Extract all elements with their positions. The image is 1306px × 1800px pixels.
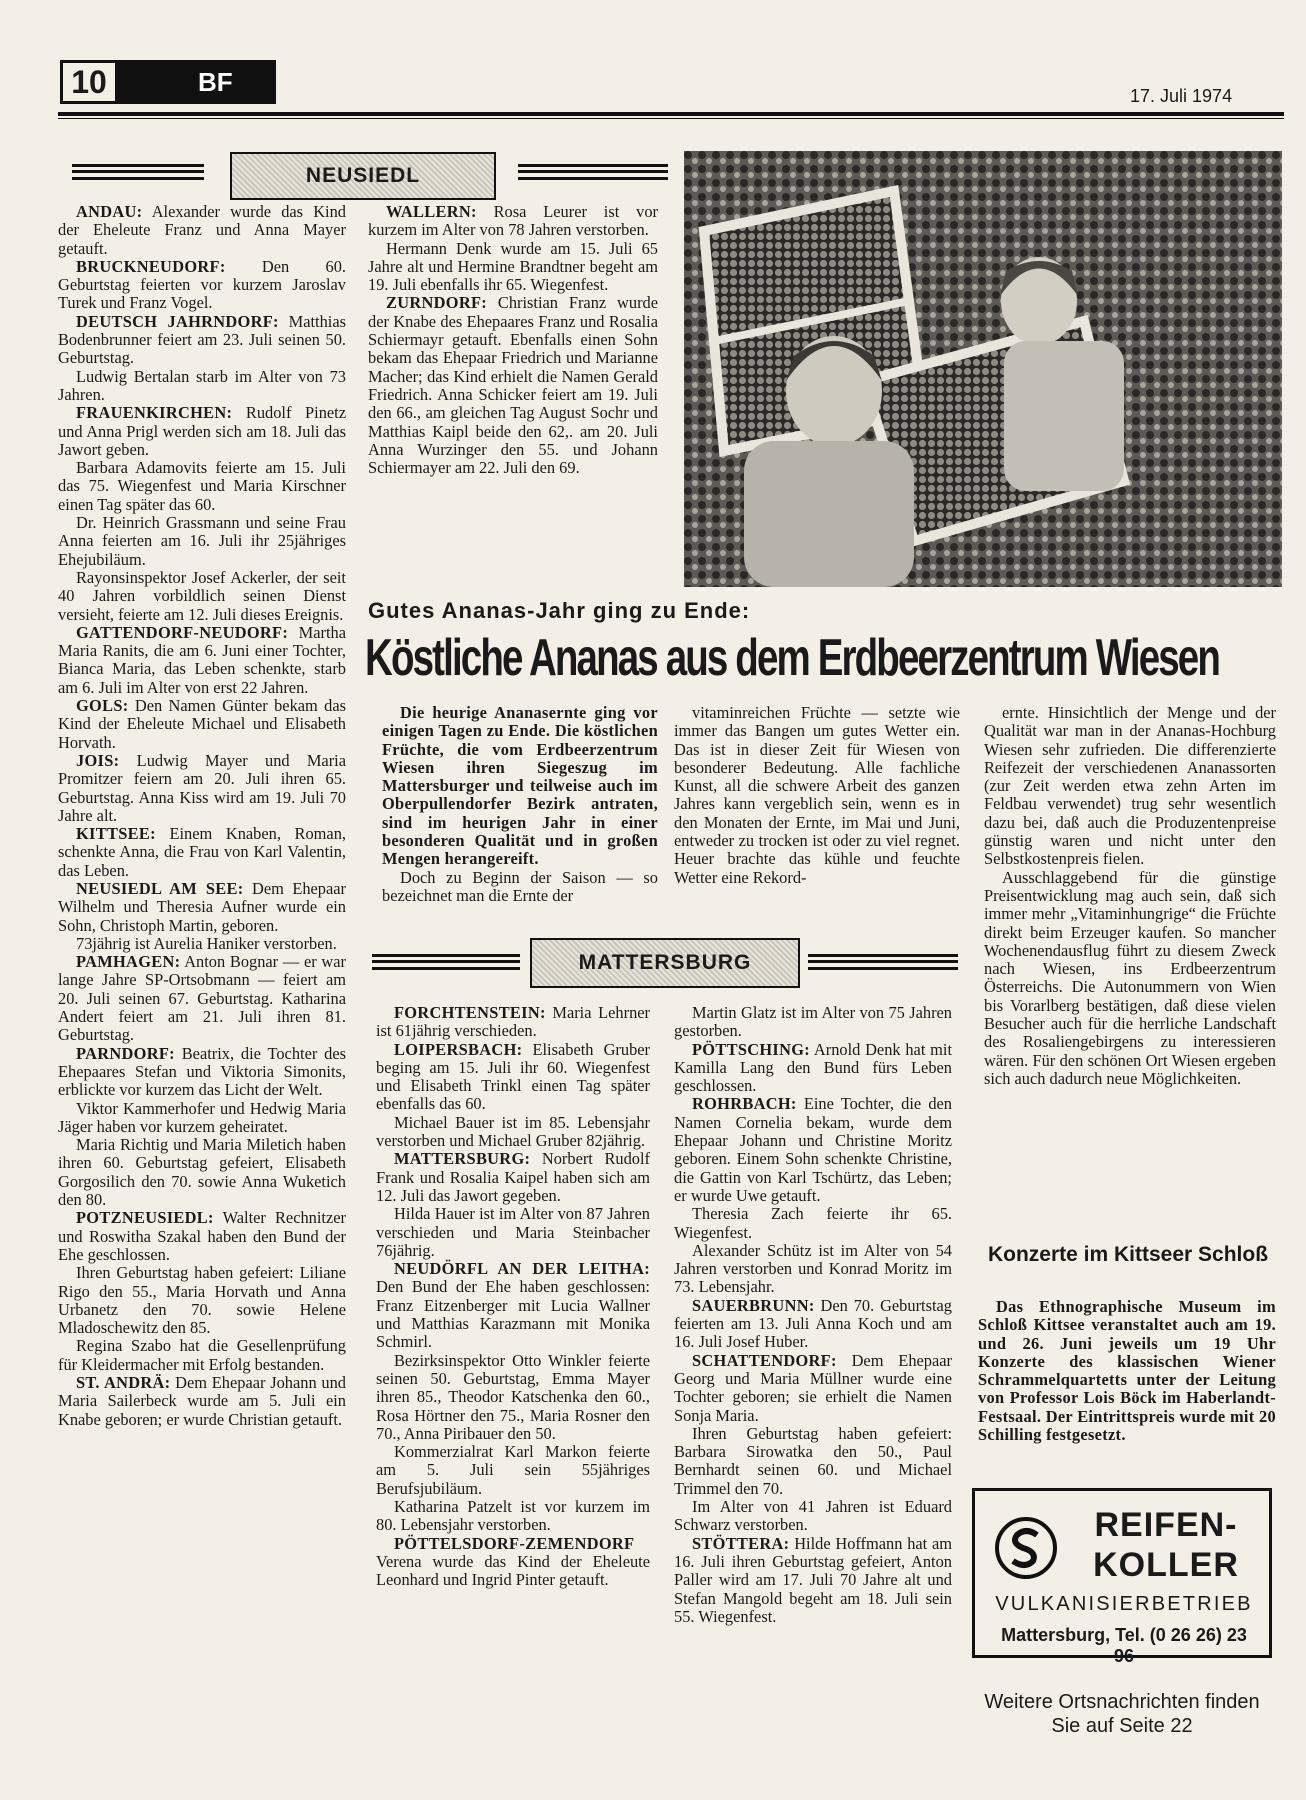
section-lines-right [808,954,958,970]
paragraph: Katharina Patzelt ist vor kurzem im 80. Lebensjahr verstorben. [376,1497,650,1535]
paragraph: PÖTTELSDORF-ZEMENDORF Verena wurde das Kind der Eheleute Leonhard und Ingrid Pinter getauft. [376,1533,650,1590]
konzert-title: Konzerte im Kittseer Schloß [987,1243,1269,1266]
paragraph: Hilda Hauer ist im Alter von 87 Jahren verschieden und Maria Steinbacher 76jährig. [376,1204,650,1260]
paragraph: MATTERSBURG: Norbert Rudolf Frank und Rosalia Kaipel haben sich am 12. Juli das Jawort gegeben. [376,1149,650,1205]
paragraph: ANDAU: Alexander wurde das Kind der Eheleute Franz und Anna Mayer getauft. [58,202,346,258]
paragraph: Ausschlaggebend für die günstige Preisentwicklung mag auch sein, daß sich immer mehr „Vitaminhungrige“ die Früchte direkt beim Erzeuger kaufen. So mancher Wochenendausflug führt zu diesem Zweck nach Wiesen, ins Erdbeerzentrum Österreichs. Die Autonummern von Wien bis Vorarlberg bestätigen, daß diese vielen Besucher auch für die herrliche Landschaft des Rosaliengebirgens zu interessieren wären. Für den schönen Ort Wiesen ergeben sich auch dadurch neue Möglichkeiten. [984,867,1276,1088]
header-rule [58,112,1284,116]
mattersburg-column-1 [376,1004,650,1590]
mattersburg-column-2 [674,1004,952,1626]
paragraph: Maria Richtig und Maria Miletich haben ihren 60. Geburtstag gefeiert, Elisabeth Gorgosilich den 70. sowie Anna Wuketich den 80. [58,1135,346,1210]
paragraph: ernte. Hinsichtlich der Menge und der Qualität war man in der Ananas-Hochburg Wiesen sehr zufrieden. Die differenzierte Reifezeit der verschiedenen Ananassorten (zur Zeit werden etwa zehn Arten im Feldbau verwendet) trug sehr wesentlich dazu bei, daß auch die Produzentenpreise günstig waren und nicht unter den Selbstkostenpreis fielen. [984,703,1276,869]
paragraph: Die heurige Ananasernte ging vor einigen Tagen zu Ende. Die köstlichen Früchte, die vom Erdbeerzentrum Wiesen ihren Siegeszug im Mattersburger und teilweise auch im Oberpullendorfer Bezirk antraten, sind im heurigen Jahr in einer besonderen Qualität und in großen Mengen herangereift. [382,703,658,869]
paragraph: Bezirksinspektor Otto Winkler feierte seinen 50. Geburtstag, Emma Mayer ihren 85., Theodor Katschenka den 60., Rosa Hörtner den 75., Maria Rosner den 70., Anna Piribauer den 50. [376,1350,650,1443]
section-title-mattersburg: MATTERSBURG [530,938,800,988]
paragraph: Dr. Heinrich Grassmann und seine Frau Anna feierten am 16. Juli ihr 25jähriges Ehejubiläum. [58,513,346,569]
article-column-1 [382,704,658,905]
ad-name: REIFEN-KOLLER [1093,1506,1239,1584]
semperit-logo-icon [995,1517,1057,1579]
paragraph: Rayonsinspektor Josef Ackerler, der seit 40 Jahren vorbildlich seinen Dienst versieht, feierte am 12. Juli dieses Ereignis. [58,567,346,624]
paragraph: Doch zu Beginn der Saison — so bezeichnet man die Ernte der [382,867,658,905]
article-column-3 [984,704,1276,1088]
paragraph: NEUDÖRFL AN DER LEITHA: Den Bund der Ehe haben geschlossen: Franz Eitzenberger mit Lucia Wallner und Matthias Karazmann mit Monika Schmirl. [376,1259,650,1352]
header-rule-thin [58,118,1284,119]
paragraph: SCHATTENDORF: Dem Ehepaar Georg und Maria Müllner wurde eine Tochter geboren; sie erhielt die Namen Sonja Maria. [674,1350,952,1425]
paragraph: ROHRBACH: Eine Tochter, die den Namen Cornelia bekam, wurde dem Ehepaar Johann und Christine Moritz geboren. Einem Sohn schenkte Christine, die Gattin von Karl Tschürtz, das Leben; er wurde Uwe getauft. [674,1094,952,1205]
paragraph: Theresia Zach feierte ihr 65. Wiegenfest. [674,1204,952,1242]
paragraph: DEUTSCH JAHRNDORF: Matthias Bodenbrunner feiert am 23. Juli seinen 50. Geburtstag. [58,311,346,368]
paragraph: Viktor Kammerhofer und Hedwig Maria Jäger haben vor kurzem geheiratet. [58,1098,346,1136]
paragraph: LOIPERSBACH: Elisabeth Gruber beging am 15. Juli ihr 60. Wiegenfest und Elisabeth Trinkl einen Tag später ebenfalls das 60. [376,1039,650,1114]
paragraph: Ihren Geburtstag haben gefeiert: Barbara Sirowatka den 50., Paul Bernhardt seinen 60. und Michael Trimmel den 70. [674,1423,952,1498]
article-headline: Köstliche Ananas aus dem Erdbeerzentrum Wiesen [365,629,1220,687]
konzert-body [978,1298,1276,1444]
ad-address: Mattersburg, Tel. (0 26 26) 23 96 [1001,1625,1247,1666]
section-code: BF [118,60,276,104]
paragraph: Martin Glatz ist im Alter von 75 Jahren gestorben. [674,1003,952,1041]
neusiedl-column-1 [58,203,346,1429]
section-lines-right [518,164,668,180]
article-kicker: Gutes Ananas-Jahr ging zu Ende: [368,598,751,623]
paragraph: PARNDORF: Beatrix, die Tochter des Ehepaares Stefan und Viktoria Simonits, erblickte vor kurzem das Licht der Welt. [58,1043,346,1100]
paragraph: FORCHTENSTEIN: Maria Lehrner ist 61jährig verschieden. [376,1003,650,1041]
paragraph: SAUERBRUNN: Den 70. Geburtstag feierten am 13. Juli Anna Koch und am 16. Juli Josef Huber. [674,1295,952,1352]
ad-subtitle: VULKANISIERBETRIEB [995,1593,1253,1615]
paragraph: Im Alter von 41 Jahren ist Eduard Schwarz verstorben. [674,1497,952,1535]
paragraph: Barbara Adamovits feierte am 15. Juli das 75. Wiegenfest und Maria Kirschner einen Tag später das 60. [58,458,346,514]
section-lines-left [72,164,204,180]
paragraph: BRUCKNEUDORF: Den 60. Geburtstag feierten vor kurzem Jaroslav Turek und Franz Vogel. [58,256,346,313]
neusiedl-column-2 [368,203,658,477]
paragraph: GOLS: Den Namen Günter bekam das Kind der Eheleute Michael und Elisabeth Horvath. [58,696,346,752]
paragraph: Das Ethnographische Museum im Schloß Kittsee veranstaltet auch am 19. und 26. Juni jeweils um 19 Uhr Konzerte des klassischen Wiener Schrammelquartetts unter der Leitung von Professor Lois Böck im Haberlandt-Festsaal. Der Eintrittspreis wurde mit 20 Schilling festgesetzt. [978,1297,1276,1445]
paragraph: vitaminreichen Früchte — setzte wie immer das Bangen um gutes Wetter ein. Das ist in dieser Zeit für Wiesen von besonderer Bedeutung. Alle fachliche Kunst, all die schwere Arbeit des ganzen Jahres kann vergeblich sein, wenn es in den Monaten der Ernte, im Mai und Juni, entweder zu trocken ist oder zu viel regnet. Heuer brachte das kühle und feuchte Wetter eine Rekord- [674,703,960,887]
paragraph: STÖTTERA: Hilde Hoffmann hat am 16. Juli ihren Geburtstag gefeiert, Anton Paller wird am 17. Juli 70 Jahre alt und Stefan Mangold begeht am 18. Juli sein 55. Wiegenfest. [674,1533,952,1626]
paragraph: PAMHAGEN: Anton Bognar — er war lange Jahre SP-Ortsobmann — feiert am 20. Juli seinen 67. Geburtstag. Katharina Andert feiert am 21. Juli ihren 81. Geburtstag. [58,952,346,1045]
paragraph: Hermann Denk wurde am 15. Juli 65 Jahre alt und Hermine Brandtner begeht am 19. Juli ebenfalls ihr 65. Wiegenfest. [368,238,658,295]
paragraph: Ihren Geburtstag haben gefeiert: Liliane Rigo den 55., Maria Horvath und Anna Urbanetz den 70. sowie Helene Mladoschewitz den 85. [58,1263,346,1338]
photo-children-with-fruit-crates [684,151,1282,587]
paragraph: GATTENDORF-NEUDORF: Martha Maria Ranits, die am 6. Juni einer Tochter, Bianca Maria, das Leben schenkte, starb am 6. Juli im Alter von erst 22 Jahren. [58,622,346,697]
paragraph: Michael Bauer ist im 85. Lebensjahr verstorben und Michael Gruber 82jährig. [376,1112,650,1151]
paragraph: PÖTTSCHING: Arnold Denk hat mit Kamilla Lang den Bund fürs Leben geschlossen. [674,1039,952,1096]
paragraph: WALLERN: Rosa Leurer ist vor kurzem im Alter von 78 Jahren verstorben. [368,202,658,240]
ad-reifen-koller [972,1488,1272,1666]
paragraph: Kommerzialrat Karl Markon feierte am 5. Juli sein 55jähriges Berufsjubiläum. [376,1442,650,1498]
issue-date: 17. Juli 1974 [1130,86,1233,106]
article-column-2 [674,704,960,887]
paragraph: ST. ANDRÄ: Dem Ehepaar Johann und Maria Sailerbeck wurde am 5. Juli ein Knabe geboren; er wurde Christian getauft. [58,1373,346,1429]
paragraph: Alexander Schütz ist im Alter von 54 Jahren verstorben und Konrad Moritz im 73. Lebensjahr. [674,1240,952,1297]
paragraph: NEUSIEDL AM SEE: Dem Ehepaar Wilhelm und Theresia Aufner wurde ein Sohn, Christoph Martin, geboren. [58,878,346,935]
paragraph: 73jährig ist Aurelia Haniker verstorben. [76,933,337,953]
paragraph: ZURNDORF: Christian Franz wurde der Knabe des Ehepaares Franz und Rosalia Schiermayr getauft. Ebenfalls einen Sohn bekam das Ehepaar Friedrich und Marianne Macher; das Kind erhielt die Namen Gerald Friedrich. Anna Schicker feiert am 19. Juli den 66., am gleichen Tag August Sochr und Matthias Kaipl beide den 62,. am 20. Juli Anna Wurzinger den 55. und Johann Schiermayer am 22. Juli den 69. [368,293,658,478]
page-number: 10 [60,60,118,104]
paragraph: FRAUENKIRCHEN: Rudolf Pinetz und Anna Prigl werden sich am 18. Juli das Jawort geben. [58,403,346,459]
section-title-neusiedl: NEUSIEDL [230,152,496,200]
paragraph: JOIS: Ludwig Mayer und Maria Promitzer feiern am 20. Juli ihren 65. Geburtstag. Anna Kiss wird am 19. Juli 70 Jahre alt. [58,750,346,825]
footnote: Weitere Ortsnachrichten finden Sie auf Seite 22 [984,1691,1260,1737]
section-lines-left [372,954,520,970]
paragraph: Ludwig Bertalan starb im Alter von 73 Jahren. [58,366,346,404]
paragraph: Regina Szabo hat die Gesellenprüfung für Kleidermacher mit Erfolg bestanden. [58,1336,346,1374]
paragraph: KITTSEE: Einem Knaben, Roman, schenkte Anna, die Frau von Karl Valentin, das Leben. [58,824,346,880]
paragraph: POTZNEUSIEDL: Walter Rechnitzer und Roswitha Szakal haben den Bund der Ehe geschlossen. [58,1208,346,1264]
